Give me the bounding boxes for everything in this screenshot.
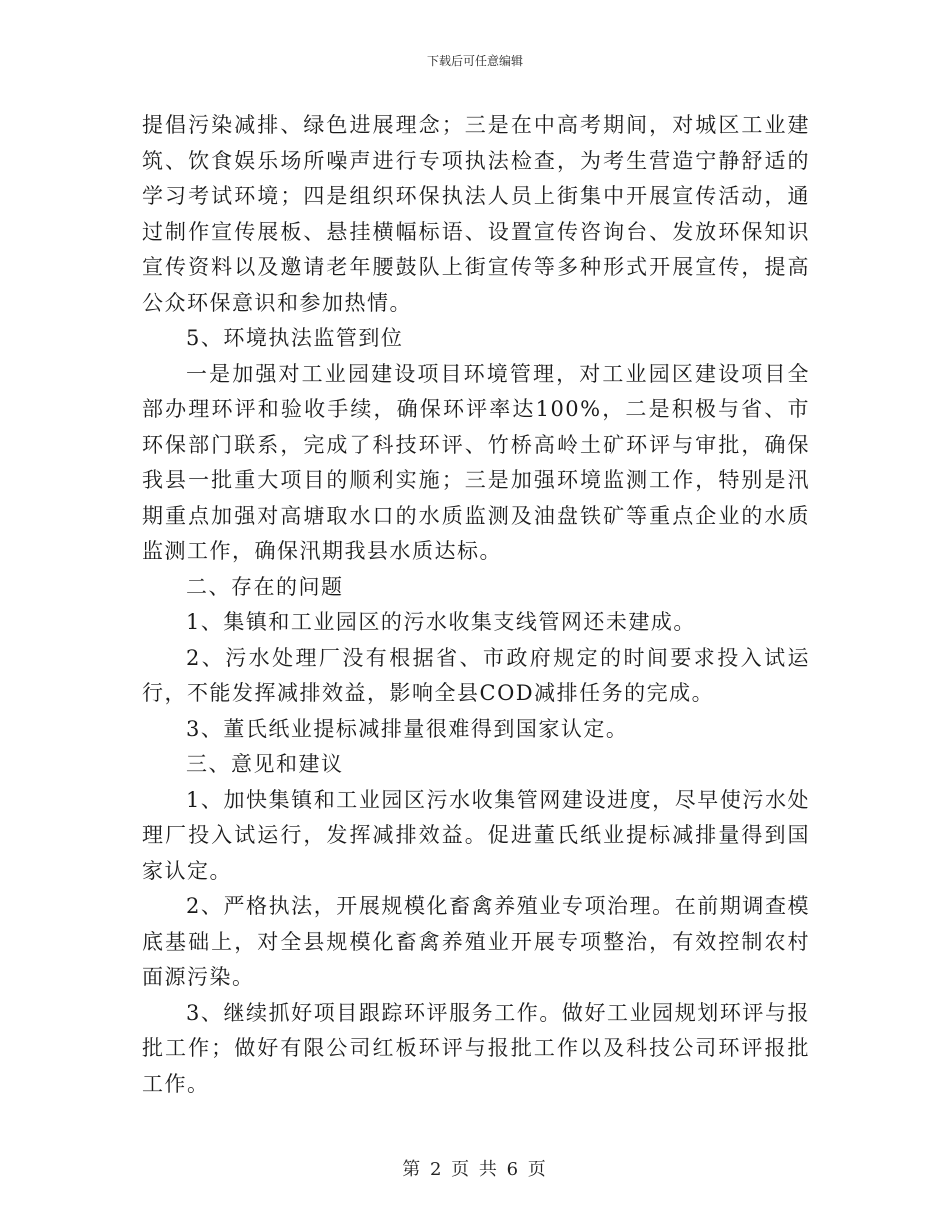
section-heading-problems: 二、存在的问题 — [186, 574, 344, 599]
paragraph-problem-3: 3、董氏纸业提标减排量很难得到国家认定。 — [186, 716, 629, 741]
page-number: 第 2 页 共 6 页 — [402, 1159, 548, 1180]
paragraph-enforcement: 一是加强对工业园建设项目环境管理，对工业园区建设项目全部办理环评和验收手续，确保环评率达100%，二是积极与省、市环保部门联系，完成了科技环评、竹桥高岭土矿环评与审批，确保我县一批重大项目的顺利实施；三是加强环境监测工作，特别是汛期重点加强对高塘取水口的水质监测及油盘铁矿等重点企业的水质监测工作，确保汛期我县水质达标。 — [142, 361, 810, 563]
section-heading-enforcement: 5、环境执法监管到位 — [186, 326, 404, 350]
section-heading-suggestions: 三、意见和建议 — [186, 752, 344, 776]
paragraph-continuation: 提倡污染减排、绿色进展理念；三是在中高考期间，对城区工业建筑、饮食娱乐场所噪声进行专项执法检查，为考生营造宁静舒适的学习考试环境；四是组织环保执法人员上街集中开展宣传活动，通过制作宣传展板、悬挂横幅标语、设置宣传咨询台、发放环保知识宣传资料以及邀请老年腰鼓队上街宣传等多种形式开展宣传，提高公众环保意识和参加热情。 — [142, 113, 810, 315]
paragraph-suggestion-1: 1、加快集镇和工业园区污水收集管网建设进度，尽早使污水处理厂投入试运行，发挥减排效益。促进董氏纸业提标减排量得到国家认定。 — [142, 787, 810, 883]
document-body — [142, 108, 810, 1102]
paragraph-problem-1: 1、集镇和工业园区的污水收集支线管网还未建成。 — [186, 610, 696, 634]
page-header: 下载后可任意编辑 — [426, 54, 523, 68]
paragraph-problem-2: 2、污水处理厂没有根据省、市政府规定的时间要求投入试运行，不能发挥减排效益，影响全县COD减排任务的完成。 — [142, 645, 810, 705]
paragraph-suggestion-2: 2、严格执法，开展规模化畜禽养殖业专项治理。在前期调查模底基础上，对全县规模化畜禽养殖业开展专项整治，有效控制农村面源污染。 — [142, 894, 810, 989]
paragraph-suggestion-3: 3、继续抓好项目跟踪环评服务工作。做好工业园规划环评与报批工作；做好有限公司红板环评与报批工作以及科技公司环评报批工作。 — [142, 1000, 810, 1096]
